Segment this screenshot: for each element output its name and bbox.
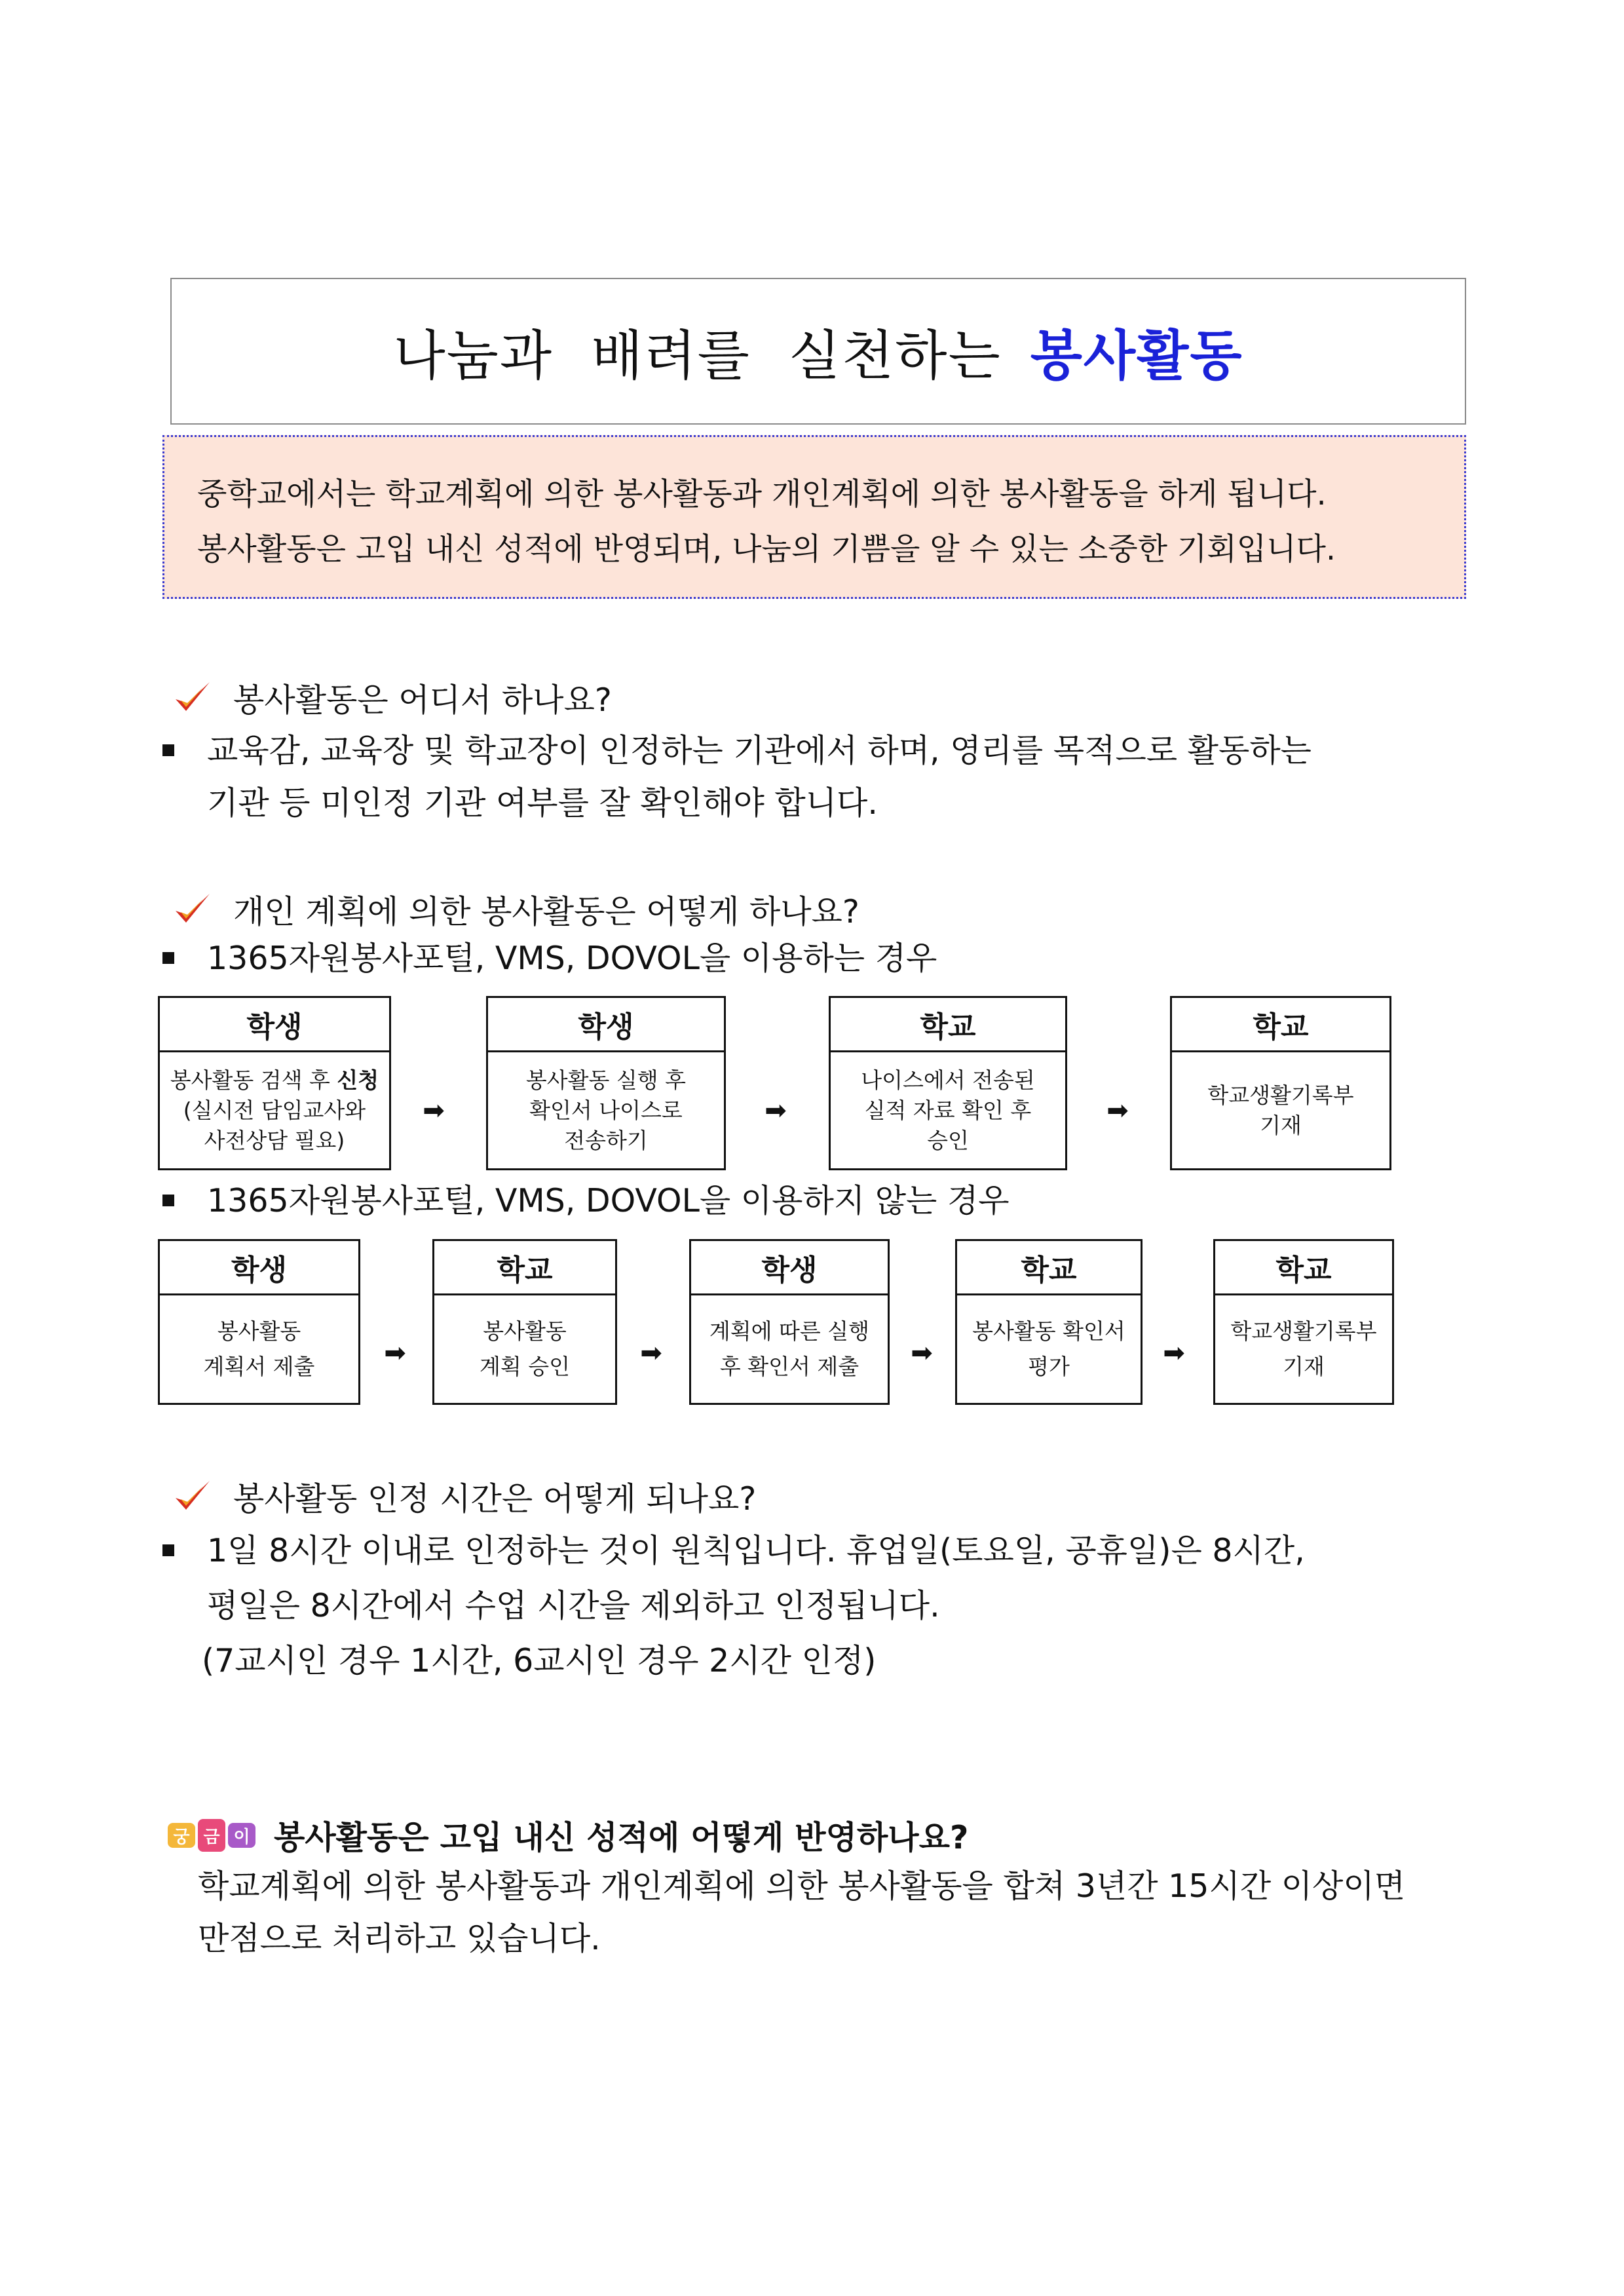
- section3-heading: [172, 1474, 756, 1520]
- bullet-square-icon: [162, 1544, 174, 1556]
- flow2-step-4: [955, 1239, 1142, 1405]
- flow1-step-3: [829, 996, 1067, 1170]
- checkmark-icon: [172, 1476, 214, 1518]
- section2-heading: [172, 887, 859, 932]
- arrow-right-icon: ➡: [384, 1338, 406, 1368]
- flow-step-header: 학교: [1172, 998, 1389, 1052]
- flow1-step-2: [486, 996, 726, 1170]
- arrow-right-icon: ➡: [1106, 1096, 1129, 1126]
- flow-step-header: 학생: [488, 998, 724, 1052]
- arrow-right-icon: ➡: [765, 1096, 787, 1126]
- bullet-square-icon: [162, 952, 174, 964]
- flow-step-header: 학생: [160, 998, 389, 1052]
- flow-step-header: 학생: [160, 1241, 358, 1295]
- section3-line-2: 평일은 8시간에서 수업 시간을 제외하고 인정됩니다.: [207, 1587, 940, 1624]
- flow-step-header: 학생: [691, 1241, 888, 1295]
- section3-body: [162, 1523, 1305, 1689]
- title-prefix: 나눔과 배려를 실천하는: [393, 324, 1002, 387]
- flow-step-body: 봉사활동 계획서 제출: [203, 1318, 315, 1379]
- flow1-step-4: [1170, 996, 1391, 1170]
- bullet-square-icon: [162, 744, 174, 756]
- section1-heading-text: 봉사활동은 어디서 하나요?: [233, 681, 612, 719]
- section1-heading: [172, 675, 612, 721]
- flow-step-body: 나이스에서 전송된 실적 자료 확인 후 승인: [861, 1067, 1035, 1153]
- flow1-step-1: [158, 996, 391, 1170]
- case2-label: 1365자원봉사포털, VMS, DOVOL을 이용하지 않는 경우: [162, 1175, 1010, 1227]
- section1-line-1: 교육감, 교육장 및 학교장이 인정하는 기관에서 하며, 영리를 목적으로 활동하는: [162, 725, 1312, 777]
- arrow-right-icon: ➡: [423, 1096, 445, 1126]
- badge-char: 궁: [168, 1823, 195, 1848]
- section4-line-2: 만점으로 처리하고 있습니다.: [198, 1920, 601, 1957]
- flow-step-body: 계획에 따른 실행 후 확인서 제출: [709, 1318, 870, 1379]
- flow-step-body: 봉사활동 계획 승인: [479, 1318, 570, 1379]
- title-highlight: 봉사활동: [1030, 324, 1243, 387]
- intro-box: [162, 435, 1466, 599]
- flow-step-body: 봉사활동 검색 후 신청 (실시전 담임교사와 사전상담 필요): [170, 1067, 379, 1153]
- section3-line-3: (7교시인 경우 1시간, 6교시인 경우 2시간 인정): [202, 1642, 877, 1679]
- flow2-step-5: [1213, 1239, 1394, 1405]
- arrow-right-icon: ➡: [911, 1338, 933, 1368]
- flow-step-header: 학교: [434, 1241, 615, 1295]
- flow-step-body: 봉사활동 확인서 평가: [972, 1318, 1125, 1379]
- checkmark-icon: [172, 889, 214, 930]
- section2-heading-text: 개인 계획에 의한 봉사활동은 어떻게 하나요?: [233, 893, 859, 930]
- flow-step-header: 학교: [831, 998, 1065, 1052]
- flow2-step-3: [689, 1239, 890, 1405]
- curious-badge-icon: [168, 1819, 255, 1852]
- badge-char: 이: [228, 1823, 255, 1848]
- section4-body: [198, 1860, 1405, 1965]
- flow-step-body: 봉사활동 실행 후 확인서 나이스로 전송하기: [525, 1067, 687, 1153]
- case1-label: 1365자원봉사포털, VMS, DOVOL을 이용하는 경우: [162, 932, 937, 985]
- badge-char: 금: [198, 1819, 225, 1852]
- flow-step-body: 학교생활기록부 기재: [1207, 1082, 1354, 1138]
- page-title: [170, 278, 1466, 425]
- section3-heading-text: 봉사활동 인정 시간은 어떻게 되나요?: [233, 1480, 757, 1518]
- intro-line-1: 중학교에서는 학교계획에 의한 봉사활동과 개인계획에 의한 봉사활동을 하게 됩니다.: [197, 476, 1327, 512]
- flow2-step-2: [432, 1239, 617, 1405]
- section4-line-1: 학교계획에 의한 봉사활동과 개인계획에 의한 봉사활동을 합쳐 3년간 15시간 이상이면: [198, 1867, 1406, 1905]
- section1-line-2: 기관 등 미인정 기관 여부를 잘 확인해야 합니다.: [207, 784, 878, 822]
- flow-step-header: 학교: [1215, 1241, 1392, 1295]
- checkmark-icon: [172, 677, 214, 719]
- flow-step-header: 학교: [957, 1241, 1141, 1295]
- section4-heading: [168, 1812, 968, 1858]
- section1-body: [162, 725, 1312, 830]
- section4-heading-text: 봉사활동은 고입 내신 성적에 어떻게 반영하나요?: [274, 1819, 969, 1856]
- flow-step-body: 학교생활기록부 기재: [1230, 1318, 1377, 1379]
- flow2-step-1: [158, 1239, 360, 1405]
- arrow-right-icon: ➡: [1163, 1338, 1185, 1368]
- arrow-right-icon: ➡: [640, 1338, 662, 1368]
- bullet-square-icon: [162, 1195, 174, 1206]
- intro-line-2: 봉사활동은 고입 내신 성적에 반영되며, 나눔의 기쁨을 알 수 있는 소중한 기회입니다.: [197, 531, 1336, 567]
- section3-line-1: 1일 8시간 이내로 인정하는 것이 원칙입니다. 휴업일(토요일, 공휴일)은 8시간,: [162, 1523, 1305, 1578]
